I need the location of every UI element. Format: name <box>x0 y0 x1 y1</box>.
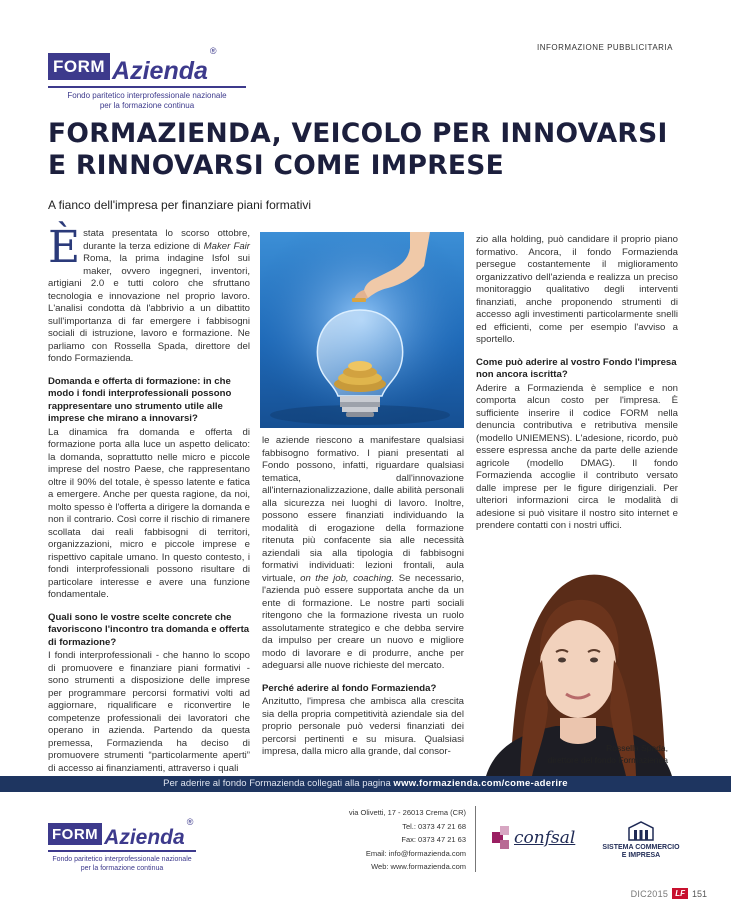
article-column-1 <box>48 222 250 775</box>
footer-logo-tagline <box>48 855 196 873</box>
answer-2-continued-rest: Se necessario, l'azienda può essere supportata anche da un ente di formazione. Le nostre parti sociali ritengono che la formazione rivesta un ruolo assolutamente strategico e che debba servire da impulso per creare un nuovo e migliore modo di lavorare e di produrre, anche per adeguarsi alle nuove richieste del mercato. <box>262 572 464 671</box>
page-footer <box>631 888 707 899</box>
article-subtitle: A fianco dell'impresa per finanziare piani formativi <box>48 198 312 212</box>
issue-month: DIC2015 <box>630 888 669 899</box>
page-number: 151 <box>691 888 707 899</box>
intro-text-rest: Roma, la prima indagine Isfol sui maker, ovvero ingegneri, inventori, artigiani 2.0 e tutti coloro che sfruttano tecnologia e innovazione nel proprio lavoro. L'analisi condotta dà l'abbrivio a un dibattito sull'importanza di far emergere i fabbisogni sociali di istruzione, lavoro e formazione. Ne parliamo con Rossella Spada, direttore del fondo Formazienda. <box>48 253 250 364</box>
footer-logo-form-box: FORM <box>48 823 102 845</box>
telephone: Tel.: 0373 47 21 68 <box>402 821 466 831</box>
intro-text: stata presentata lo scorso ottobre, durante la terza edizione di <box>83 228 250 252</box>
membership-banner <box>0 776 731 792</box>
fax: Fax: 0373 47 21 63 <box>401 835 466 845</box>
question-4: Come può aderire al vostro Fondo l'impresa non ancora iscritta? <box>476 356 677 380</box>
logo-registered-mark: ® <box>209 46 217 56</box>
confsal-logo <box>492 826 582 854</box>
formazienda-logo <box>48 44 248 111</box>
magazine-logo: LF <box>672 888 688 899</box>
footer-logo-tagline-line-2: per la formazione continua <box>80 865 164 872</box>
intro-paragraph <box>48 222 250 366</box>
answer-4: Aderire a Formazienda è semplice e non comporta alcun costo per l'impresa. È sufficiente inserire il codice FORM nella denuncia contributiva e retributiva mensile (modello UNIEMENS). L'adesione, ricordo, può essere espressa anche da parte delle aziende agricole (modello DMAG). Il fondo Formazienda accoglie il contributo versato dalle imprese per le figure dirigenziali. Per ulteriori informazioni circa le modalità di adesione si può visitare il nostro sito internet e prendere contatti con i nostri uffici. <box>476 382 678 531</box>
caption-name: Rossella Spada, <box>606 743 668 753</box>
lightbulb-illustration <box>260 232 464 428</box>
question-1: Domanda e offerta di formazione: in che modo i fondi interprofessionali possono rappresentare uno strumento utile alle imprese che mirano a innovarsi? <box>48 375 232 424</box>
logo-tagline <box>48 91 246 111</box>
intro-italic: Maker Fair <box>203 240 250 252</box>
answer-3-continued: zio alla holding, può candidare il proprio piano formativo. Ancora, il fondo Formazienda persegue costantemente il miglioramento organizzativo dell'azienda e realizza un preciso monitoraggio qualitativo degli interventi finanziati, anche proponendo strumenti di accesso agli investimenti particolarmente snelli ed efficienti, come per esempio l'avviso a sportello. <box>476 234 678 345</box>
confsal-square-icon <box>500 840 509 849</box>
lightbulb-coins-photo <box>260 232 464 428</box>
banner-text: Per aderire al fondo Formazienda collegati alla pagina <box>163 778 394 789</box>
footer-logo-azienda-text: Azienda <box>104 826 185 849</box>
logo-azienda-text: Azienda <box>112 57 208 85</box>
confsal-square-icon <box>500 826 509 835</box>
logo-rule <box>48 86 246 88</box>
answer-3: Anzitutto, l'impresa che ambisca alla crescita sia della propria competitività aziendale sia del proprio personale può vedersi finanziati dei percorsi pertinenti e su misura. Qualsiasi impresa, dalla micro alla grande, dal consor- <box>262 696 464 757</box>
sistema-commercio-line-2: E IMPRESA <box>621 852 661 859</box>
answer-2-italic: on the job, coaching. <box>300 572 395 584</box>
sistema-commercio-line-1: SISTEMA COMMERCIO <box>602 844 680 851</box>
logo-form-box: FORM <box>48 53 110 80</box>
answer-1: La dinamica fra domanda e offerta di formazione porta alla luce un aspetto delicato: la domanda, soprattutto nelle micro e piccole imprese del nostro Paese, che rappresentano oltre il 90% del totale, è spesso latente e fatica a emergere. Anche per questa ragione, da noi, molto spesso è l'offerta a dirigere la domanda e non il contrario. Così corre il rischio di rimanere scollata dai reali fabbisogni di territori, organizzazioni, micro e piccole imprese e rispettivo capitale umano. In questo contesto, i fondi interprofessionali possono risultare di particolare interesse e avere una funzione fondamentale. <box>48 426 250 600</box>
article-title: FORMAZIENDA, VEICOLO PER INNOVARSI E RINNOVARSI COME IMPRESE <box>48 118 668 181</box>
sistema-commercio-logo <box>596 820 686 860</box>
photo-caption <box>476 742 678 766</box>
footer-divider <box>475 806 476 872</box>
footer-logo-registered-mark: ® <box>186 817 194 827</box>
confsal-wordmark: confsal <box>514 828 576 848</box>
article-column-3 <box>476 234 678 533</box>
caption-role: direttore del fondo Formazienda <box>547 755 668 765</box>
footer-logo-rule <box>48 850 196 852</box>
building-icon <box>627 820 655 842</box>
question-2: Quali sono le vostre scelte concrete che favoriscono l'incontro tra domanda e offerta di formazione? <box>48 611 250 648</box>
answer-2-continued-text: le aziende riescono a manifestare qualsiasi fabbisogno formativo. I piani presentati al Fondo possono, infatti, riguardare qualsiasi tematica, dall'innovazione all'internazionalizzazione, dalle abilità personali alla sicurezza nei luoghi di lavoro. Inoltre, possono essere finanziati individuando la modalità di erogazione della formazione ritenuta più confacente sia alle necessità aziendali sia alla tipologia di fabbisogni formativi individuati: lezioni frontali, aula virtuale, <box>262 435 464 584</box>
contact-details <box>300 806 466 874</box>
footer-logo-tagline-line-1: Fondo paritetico interprofessionale nazionale <box>52 856 192 863</box>
logo-tagline-line-2: per la formazione continua <box>99 101 195 110</box>
website-link[interactable]: Web: www.formazienda.com <box>371 862 466 872</box>
answer-2: I fondi interprofessionali - che hanno lo scopo di promuovere e finanziare piani formativi - sono strumenti a disposizione delle imprese per programmare percorsi formativi volti ad aggiornare, riqualificare e riconvertire le competenze professionali dei lavoratori che operano in azienda. Partendo da questa premessa, Formazienda ha deciso di promuovere strumenti “particolarmente aperti” di accesso ai finanziamenti, attraverso i quali <box>48 650 250 774</box>
membership-link[interactable]: www.formazienda.com/come-aderire <box>393 778 568 789</box>
question-3: Perché aderire al fondo Formazienda? <box>262 682 437 694</box>
email-link[interactable]: Email: info@formazienda.com <box>365 848 466 858</box>
drop-cap: È <box>48 222 81 273</box>
answer-2-continued <box>262 435 464 673</box>
formazienda-logo-footer <box>48 815 208 873</box>
address: via Olivetti, 17 - 26013 Crema (CR) <box>348 808 466 817</box>
logo-tagline-line-1: Fondo paritetico interprofessionale nazionale <box>67 91 227 100</box>
article-column-2 <box>262 435 464 759</box>
advertising-label: INFORMAZIONE PUBBLICITARIA <box>537 43 673 52</box>
